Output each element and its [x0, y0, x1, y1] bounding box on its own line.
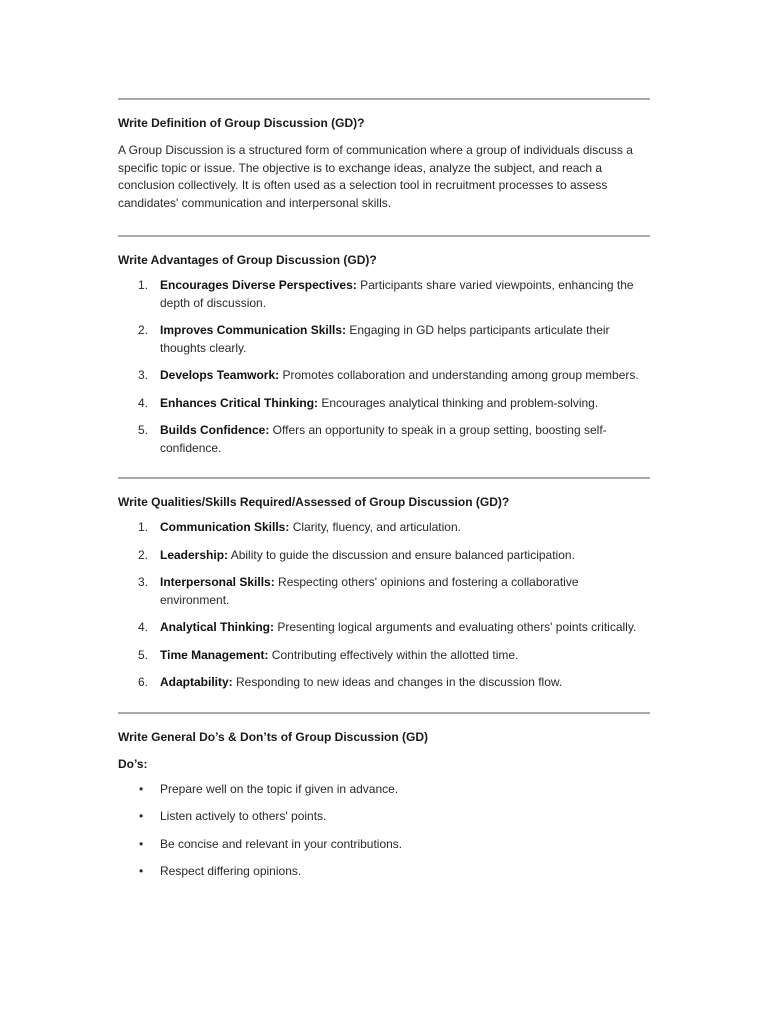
- list-item: • Prepare well on the topic if given in advance.: [139, 781, 399, 796]
- list-item: 5. Builds Confidence: Offers an opportunity to speak in a group setting, boosting self-confidence.: [138, 423, 607, 455]
- document-content: [118, 98, 650, 891]
- list-item: 2. Leadership: Ability to guide the discussion and ensure balanced participation.: [138, 547, 575, 562]
- qualities-list: [118, 519, 650, 692]
- list-item: 4. Enhances Critical Thinking: Encourages analytical thinking and problem-solving.: [138, 395, 599, 410]
- list-item: 1. Communication Skills: Clarity, fluency, and articulation.: [138, 520, 461, 534]
- list-item: 2. Improves Communication Skills: Engaging in GD helps participants articulate their thoughts clearly.: [138, 323, 610, 355]
- dos-list: [118, 781, 650, 881]
- list-item: 4. Analytical Thinking: Presenting logical arguments and evaluating others' points critically.: [138, 620, 637, 634]
- section-divider: [118, 712, 650, 714]
- section-title-qualities: Write Qualities/Skills Required/Assessed of Group Discussion (GD)?: [118, 495, 510, 509]
- list-item: 1. Encourages Diverse Perspectives: Participants share varied viewpoints, enhancing the depth of discussion.: [138, 278, 634, 310]
- section-divider: [118, 235, 650, 237]
- dos-subtitle: Do’s:: [118, 756, 148, 771]
- list-item: • Respect differing opinions.: [139, 864, 302, 878]
- list-item: • Listen actively to others' points.: [139, 809, 327, 823]
- section-title-definition: Write Definition of Group Discussion (GD)?: [118, 116, 365, 130]
- list-item: 5. Time Management: Contributing effectively within the allotted time.: [138, 647, 519, 662]
- list-item: • Be concise and relevant in your contributions.: [139, 836, 403, 851]
- definition-paragraph: A Group Discussion is a structured form of communication where a group of individuals discuss a specific topic or issue. The objective is to exchange ideas, analyze the subject, and reach a conclusion collectively. It is often used as a selection tool in recruitment processes to assess candidates' communication and interpersonal skills.: [118, 143, 633, 210]
- section-title-dos-donts: Write General Do’s & Don’ts of Group Discussion (GD): [118, 729, 429, 744]
- list-item: 3. Develops Teamwork: Promotes collaboration and understanding among group members.: [138, 368, 639, 382]
- advantages-list: [118, 277, 650, 457]
- section-divider: [118, 477, 650, 479]
- list-item: 3. Interpersonal Skills: Respecting others' opinions and fostering a collaborative environment.: [138, 575, 579, 607]
- section-divider: [118, 98, 650, 100]
- section-title-advantages: Write Advantages of Group Discussion (GD)?: [118, 253, 377, 267]
- list-item: 6. Adaptability: Responding to new ideas and changes in the discussion flow.: [138, 675, 563, 689]
